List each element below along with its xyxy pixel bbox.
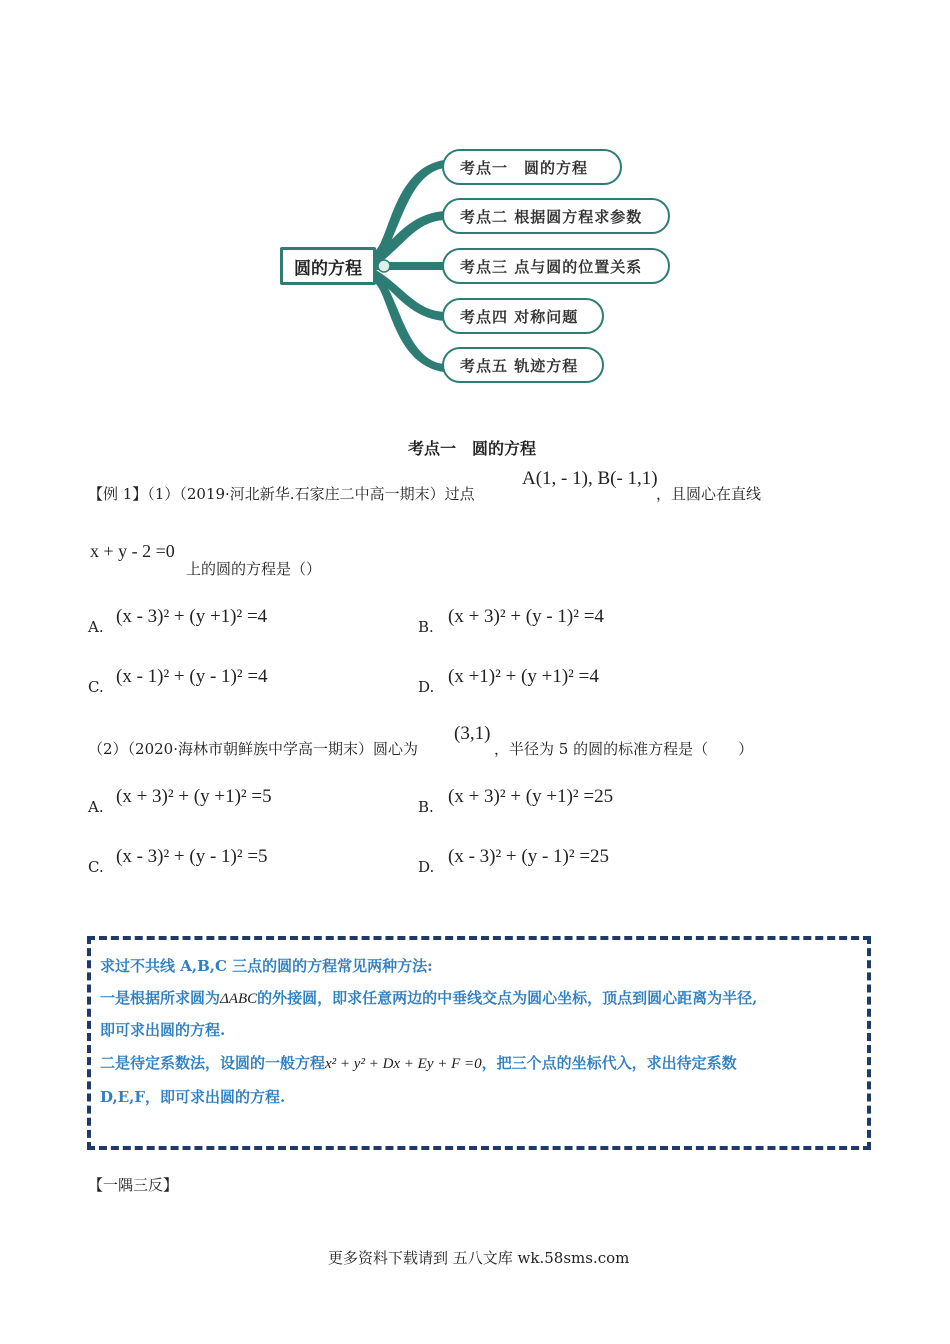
example1-option-a-equation: (x - 3)² + (y +1)² =4 bbox=[116, 606, 268, 627]
example2-after-center: ，半径为 5 的圆的标准方程是（ ） bbox=[494, 740, 754, 758]
mindmap-topic-5: 考点五 轨迹方程 bbox=[442, 347, 604, 383]
mindmap-topic-3: 考点三 点与圆的位置关系 bbox=[442, 248, 670, 284]
example1-points: A(1, - 1), B(- 1,1) bbox=[522, 468, 658, 489]
example2-option-d-equation: (x - 3)² + (y - 1)² =25 bbox=[448, 846, 610, 867]
example1-option-d-label: D. bbox=[418, 678, 435, 696]
example1-option-c-label: C. bbox=[88, 678, 104, 696]
method-line-2-math: ΔABC bbox=[220, 991, 258, 1007]
mindmap-topic-4: 考点四 对称问题 bbox=[442, 298, 604, 334]
example1-option-a-label: A. bbox=[88, 618, 104, 636]
example1-option-b-equation: (x + 3)² + (y - 1)² =4 bbox=[448, 606, 604, 627]
example1-question: 上的圆的方程是（） bbox=[186, 560, 322, 578]
page-footer: 更多资料下载请到 五八文库 wk.58sms.com bbox=[328, 1249, 630, 1267]
mindmap-topic-2: 考点二 根据圆方程求参数 bbox=[442, 198, 670, 234]
example2-option-b-equation: (x + 3)² + (y +1)² =25 bbox=[448, 786, 614, 807]
mindmap-topic-1: 考点一 圆的方程 bbox=[442, 149, 622, 185]
method-line-4-a: 二是待定系数法，设圆的一般方程 bbox=[100, 1054, 326, 1072]
example2-option-b-label: B. bbox=[418, 798, 434, 816]
method-line-2 bbox=[100, 987, 757, 1008]
example2-option-c-equation: (x - 3)² + (y - 1)² =5 bbox=[116, 846, 268, 867]
method-line-5: D,E,F，即可求出圆的方程. bbox=[100, 1088, 286, 1106]
method-line-4-math: x² + y² + Dx + Ey + F =0 bbox=[325, 1056, 482, 1072]
example2-option-c-label: C. bbox=[88, 858, 104, 876]
method-line-2-b: 的外接圆，即求任意两边的中垂线交点为圆心坐标，顶点到圆心距离为半径, bbox=[257, 989, 758, 1007]
method-line-3: 即可求出圆的方程. bbox=[100, 1021, 226, 1039]
method-line-1: 求过不共线 A,B,C 三点的圆的方程常见两种方法: bbox=[100, 957, 433, 975]
example2-label: （2）（2020·海林市朝鲜族中学高一期末）圆心为 bbox=[88, 740, 418, 758]
example1-label: 【例 1】（1）（2019·河北新华.石家庄二中高一期末）过点 bbox=[88, 485, 475, 503]
example2-option-a-equation: (x + 3)² + (y +1)² =5 bbox=[116, 786, 272, 807]
example1-after-points: ，且圆心在直线 bbox=[656, 485, 762, 503]
example2-center: (3,1) bbox=[454, 723, 491, 744]
example2-option-d-label: D. bbox=[418, 858, 435, 876]
method-line-4-b: ，把三个点的坐标代入，求出待定系数 bbox=[481, 1054, 737, 1072]
example1-option-d-equation: (x +1)² + (y +1)² =4 bbox=[448, 666, 599, 687]
section-title: 考点一 圆的方程 bbox=[408, 439, 537, 458]
practice-label: 【一隅三反】 bbox=[88, 1176, 179, 1194]
mindmap-center-node: 圆的方程 bbox=[280, 247, 376, 285]
example2-option-a-label: A. bbox=[88, 798, 104, 816]
example1-option-b-label: B. bbox=[418, 618, 434, 636]
method-line-2-a: 一是根据所求圆为 bbox=[100, 989, 221, 1007]
method-line-4 bbox=[100, 1052, 737, 1073]
example1-option-c-equation: (x - 1)² + (y - 1)² =4 bbox=[116, 666, 268, 687]
example1-line-equation: x + y - 2 =0 bbox=[90, 541, 175, 561]
